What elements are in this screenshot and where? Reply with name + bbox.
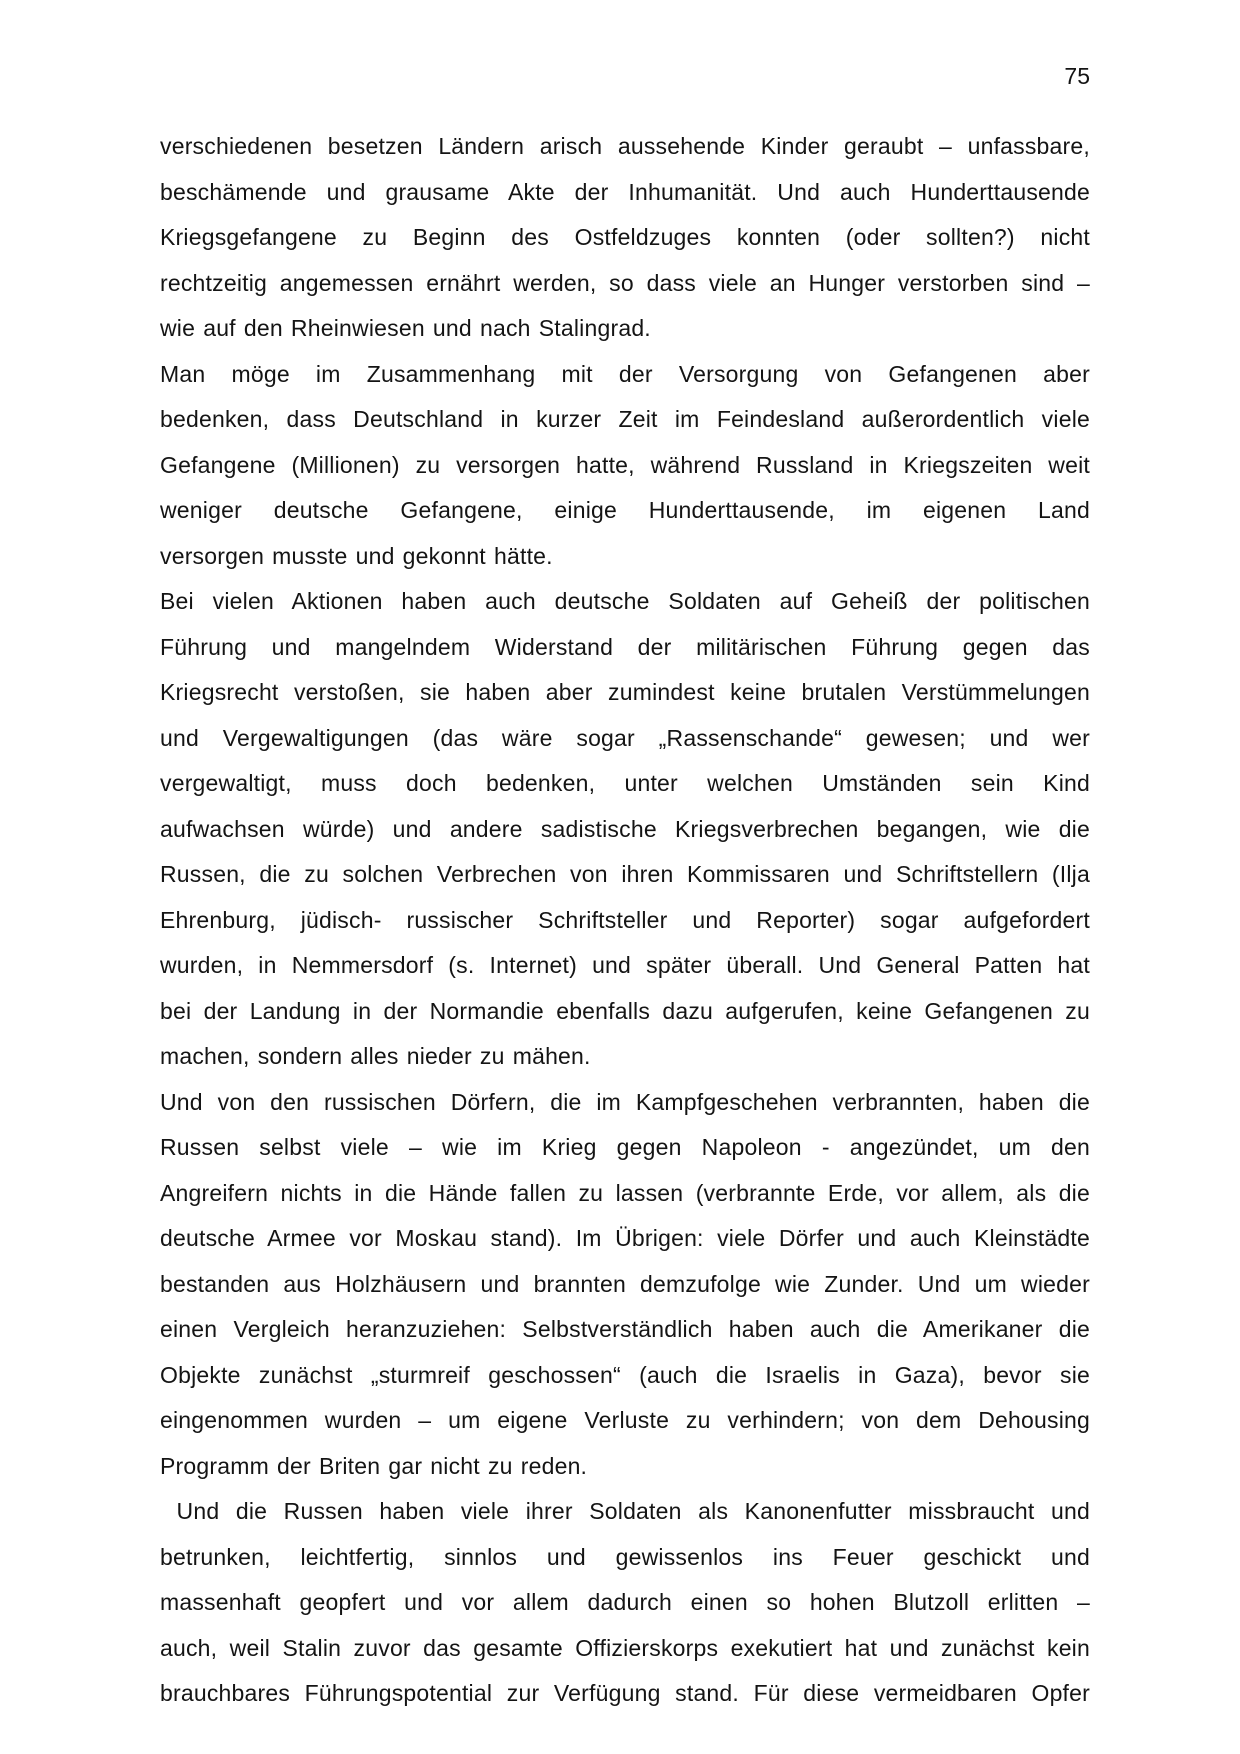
text-line: einen Vergleich heranzuziehen: Selbstverständlich haben auch die Amerikaner die bbox=[160, 1316, 1090, 1342]
text-line: aufwachsen würde) und andere sadistische Kriegsverbrechen begangen, wie die bbox=[160, 815, 1090, 842]
text-line: machen, sondern alles nieder zu mähen. bbox=[160, 1043, 591, 1069]
text-line: beschämende und grausame Akte der Inhumanität. Und auch Hunderttausende bbox=[160, 178, 1090, 205]
text-line: bedenken, dass Deutschland in kurzer Zeit im Feindesland außerordentlich viele bbox=[160, 406, 1090, 432]
text-line: bestanden aus Holzhäusern und brannten demzufolge wie Zunder. Und um wieder bbox=[160, 1270, 1090, 1297]
text-line: Ehrenburg, jüdisch- russischer Schriftsteller und Reporter) sogar aufgefordert bbox=[160, 906, 1090, 933]
text-line: rechtzeitig angemessen ernährt werden, so dass viele an Hunger verstorben sind – bbox=[160, 269, 1090, 296]
paragraph bbox=[160, 579, 1090, 1080]
text-line: massenhaft geopfert und vor allem dadurch einen so hohen Blutzoll erlitten – bbox=[160, 1589, 1090, 1615]
text-line: eingenommen wurden – um eigene Verluste zu verhindern; von dem Dehousing bbox=[160, 1407, 1090, 1433]
text-line: Bei vielen Aktionen haben auch deutsche Soldaten auf Geheiß der politischen bbox=[160, 588, 1090, 614]
page-number: 75 bbox=[1064, 63, 1090, 89]
text-line: Und die Russen haben viele ihrer Soldaten als Kanonenfutter missbraucht und bbox=[160, 1498, 1090, 1524]
body-text bbox=[160, 124, 1090, 1717]
text-line: Man möge im Zusammenhang mit der Versorgung von Gefangenen aber bbox=[160, 360, 1090, 387]
text-line: Gefangene (Millionen) zu versorgen hatte, während Russland in Kriegszeiten weit bbox=[160, 451, 1090, 478]
paragraph bbox=[160, 352, 1090, 580]
text-line: Kriegsrecht verstoßen, sie haben aber zumindest keine brutalen Verstümmelungen bbox=[160, 679, 1090, 705]
text-line: brauchbares Führungspotential zur Verfügung stand. Für diese vermeidbaren Opfer bbox=[160, 1680, 1090, 1706]
text-line: versorgen musste und gekonnt hätte. bbox=[160, 542, 553, 569]
text-line: Führung und mangelndem Widerstand der militärischen Führung gegen das bbox=[160, 633, 1090, 660]
text-line: auch, weil Stalin zuvor das gesamte Offizierskorps exekutiert hat und zunächst kein bbox=[160, 1634, 1090, 1661]
text-line: Russen, die zu solchen Verbrechen von ihren Kommissaren und Schriftstellern (Ilja bbox=[160, 861, 1090, 887]
text-line: Russen selbst viele – wie im Krieg gegen Napoleon - angezündet, um den bbox=[160, 1134, 1090, 1160]
text-line: und Vergewaltigungen (das wäre sogar „Rassenschande“ gewesen; und wer bbox=[160, 724, 1090, 751]
text-line: Objekte zunächst „sturmreif geschossen“ (auch die Israelis in Gaza), bevor sie bbox=[160, 1361, 1090, 1388]
text-line: vergewaltigt, muss doch bedenken, unter welchen Umständen sein Kind bbox=[160, 770, 1090, 796]
text-line: betrunken, leichtfertig, sinnlos und gewissenlos ins Feuer geschickt und bbox=[160, 1543, 1090, 1570]
text-line: wurden, in Nemmersdorf (s. Internet) und später überall. Und General Patten hat bbox=[160, 952, 1090, 978]
text-line: weniger deutsche Gefangene, einige Hunderttausende, im eigenen Land bbox=[160, 497, 1090, 523]
paragraph bbox=[160, 124, 1090, 352]
text-line: Programm der Briten gar nicht zu reden. bbox=[160, 1452, 588, 1479]
text-line: verschiedenen besetzen Ländern arisch aussehende Kinder geraubt – unfassbare, bbox=[160, 133, 1090, 159]
text-line: Und von den russischen Dörfern, die im Kampfgeschehen verbrannten, haben die bbox=[160, 1088, 1090, 1115]
paragraph bbox=[160, 1080, 1090, 1490]
text-line: wie auf den Rheinwiesen und nach Stalingrad. bbox=[160, 315, 651, 341]
text-line: bei der Landung in der Normandie ebenfalls dazu aufgerufen, keine Gefangenen zu bbox=[160, 997, 1090, 1024]
text-line: Angreifern nichts in die Hände fallen zu lassen (verbrannte Erde, vor allem, als die bbox=[160, 1179, 1090, 1206]
text-line: deutsche Armee vor Moskau stand). Im Übrigen: viele Dörfer und auch Kleinstädte bbox=[160, 1225, 1090, 1251]
text-line: Kriegsgefangene zu Beginn des Ostfeldzuges konnten (oder sollten?) nicht bbox=[160, 224, 1090, 250]
paragraph bbox=[160, 1489, 1090, 1717]
